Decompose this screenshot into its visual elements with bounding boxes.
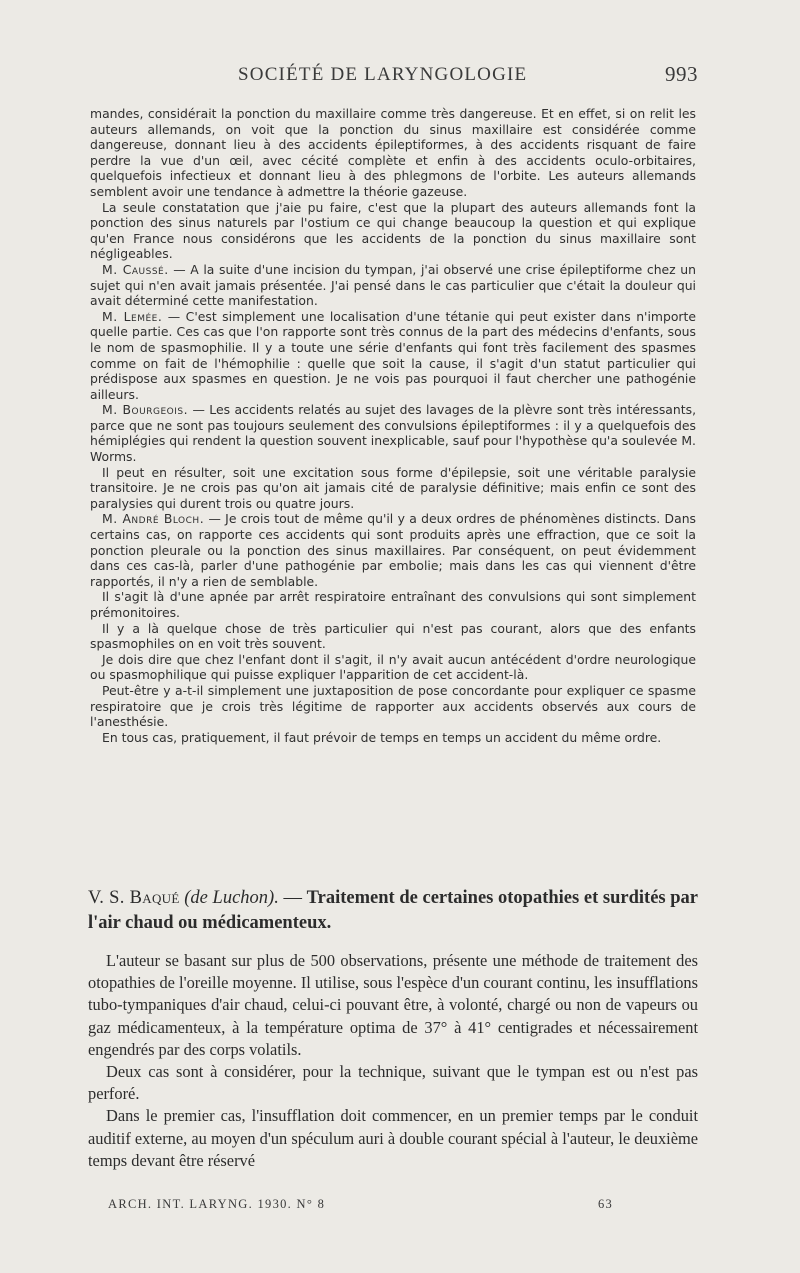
footer-journal-reference: ARCH. INT. LARYNG. 1930. N° 8 (108, 1197, 326, 1211)
speaker-name: M. Caussé. (102, 261, 169, 277)
article-paragraph: L'auteur se basant sur plus de 500 observations, présente une méthode de traitement des otopathies de l'oreille moyenne. Il utilise, sous l'espèce d'un courant continu, les insufflations tubo-tympaniques d'air chaud, celui-ci pouvant être, à volonté, chargé ou non de vapeurs ou gaz médicamenteux, à la température optima de 37° à 41° centigrades et nécessairement engendrés par des corps volatils. (88, 951, 698, 1059)
discussion-paragraph (90, 262, 696, 309)
article-author: V. S. Baqué (88, 888, 180, 908)
article-author-place: (de Luchon). (184, 888, 279, 908)
speaker-remark: — Je crois tout de même qu'il y a deux ordres de phénomènes distincts. Dans certains cas, on rapporte ces accidents qui sont produits après une effraction, que ce soit la ponction pleurale ou la ponction des sinus maxillaires. Par conséquent, on peut évidemment dans ces cas-là, parler d'une pathogénie par embolie; mais dans les cas qui viennent d'être rapportés, il n'y a rien de semblable. (90, 511, 697, 589)
discussion-paragraph: Peut-être y a-t-il simplement une juxtaposition de pose concordante pour expliquer ce spasme respiratoire que je crois très légitime de rapporter aux accidents observés aux cours de l'anesthésie. (90, 682, 696, 730)
speaker-remark: — C'est simplement une localisation d'une tétanie qui peut exister dans n'importe quelle partie. Ces cas que l'on rapporte sont très connus de la part des médecins d'enfants, sous le nom de spasmophilie. Il y a toute une série d'enfants qui font très facilement des spasmes comme on fait de l'hémophilie : quelle que soit la cause, il s'agit d'un statut particulier qui prédispose aux spasmes en question. Je ne vois pas pourquoi il faut chercher une pathogénie ailleurs. (90, 308, 696, 402)
discussion-paragraph: Je dois dire que chez l'enfant dont il s'agit, il n'y avait aucun antécédent d'ordre neurologique ou spasmophilique qui puisse expliquer l'apparition de cet accident-là. (90, 651, 696, 683)
discussion-paragraph (90, 511, 696, 589)
article-heading (88, 886, 698, 936)
heading-dash: — (278, 888, 307, 908)
speaker-name: M. Bourgeois. (102, 402, 189, 418)
discussion-paragraph (90, 309, 696, 403)
discussion-paragraph: En tous cas, pratiquement, il faut prévoir de temps en temps un accident du même ordre. (102, 729, 662, 745)
discussion-paragraph: Il y a là quelque chose de très particulier qui n'est pas courant, alors que des enfants spasmophiles on en voit très souvent. (90, 620, 696, 652)
discussion-paragraph: Il s'agit là d'une apnée par arrêt respiratoire entraînant des convulsions qui sont simplement prémonitoires. (90, 589, 696, 620)
discussion-paragraph (90, 402, 696, 464)
discussion-paragraph: La seule constatation que j'aie pu faire, c'est que la plupart des auteurs allemands font la ponction des sinus naturels par l'ostium ce qui change beaucoup la question et qui explique qu'en France nous considérons que les accidents de la ponction du sinus maxillaire sont négligeables. (90, 199, 696, 262)
speaker-remark: — A la suite d'une incision du tympan, j'ai observé une crise épileptiforme chez un sujet qui n'en avait jamais présentée. J'ai pensé dans le cas particulier que c'était la douleur qui avait déterminé cette manifestation. (90, 261, 696, 309)
speaker-name: M. Lemée. (102, 308, 163, 324)
article-paragraph: Dans le premier cas, l'insufflation doit commencer, en un premier temps par le conduit auditif externe, au moyen d'un spéculum auri à double courant spécial à l'auteur, le deuxième temps devant être réservé (88, 1106, 698, 1170)
speaker-remark: — Les accidents relatés au sujet des lavages de la plèvre sont très intéressants, parce que ne sont pas toujours seulement des convulsions épileptiformes : il y a quelquefois des hémiplégies qui rendent la question souvent inexplicable, sauf pour l'hypothèse qu'a soulevée M. Worms. (90, 402, 697, 465)
speaker-name: M. André Bloch. (102, 511, 205, 527)
page-number: 993 (665, 62, 698, 86)
article-section (88, 886, 698, 1172)
discussion-section (90, 106, 696, 745)
article-paragraph: Deux cas sont à considérer, pour la technique, suivant que le tympan est ou n'est pas perforé. (88, 1062, 698, 1104)
header-title: SOCIÉTÉ DE LARYNGOLOGIE (238, 64, 528, 85)
discussion-paragraph: Il peut en résulter, soit une excitation sous forme d'épilepsie, soit une véritable paralysie transitoire. Je ne crois pas qu'on ait jamais cité de paralysie définitive; mais enfin ce sont des paralysies qui durent trois ou quatre jours. (90, 464, 696, 511)
article-title: Traitement de certaines otopathies et surdités par l'air chaud ou médicamenteux. (88, 888, 699, 933)
footer-signature-number: 63 (598, 1197, 614, 1211)
discussion-paragraph: mandes, considérait la ponction du maxillaire comme très dangereuse. Et en effet, si on relit les auteurs allemands, on voit que la ponction du sinus maxillaire est considérée comme dangereuse, donnant lieu à des accidents épileptiformes, à des accidents risquant de faire perdre la vue d'un œil, avec cécité complète et enfin à des accidents oculo-orbitaires, quelquefois infectieux et donnant lieu à des phlegmons de l'orbite. Les auteurs allemands semblent avoir une tendance à admettre la théorie gazeuse. (90, 106, 696, 199)
